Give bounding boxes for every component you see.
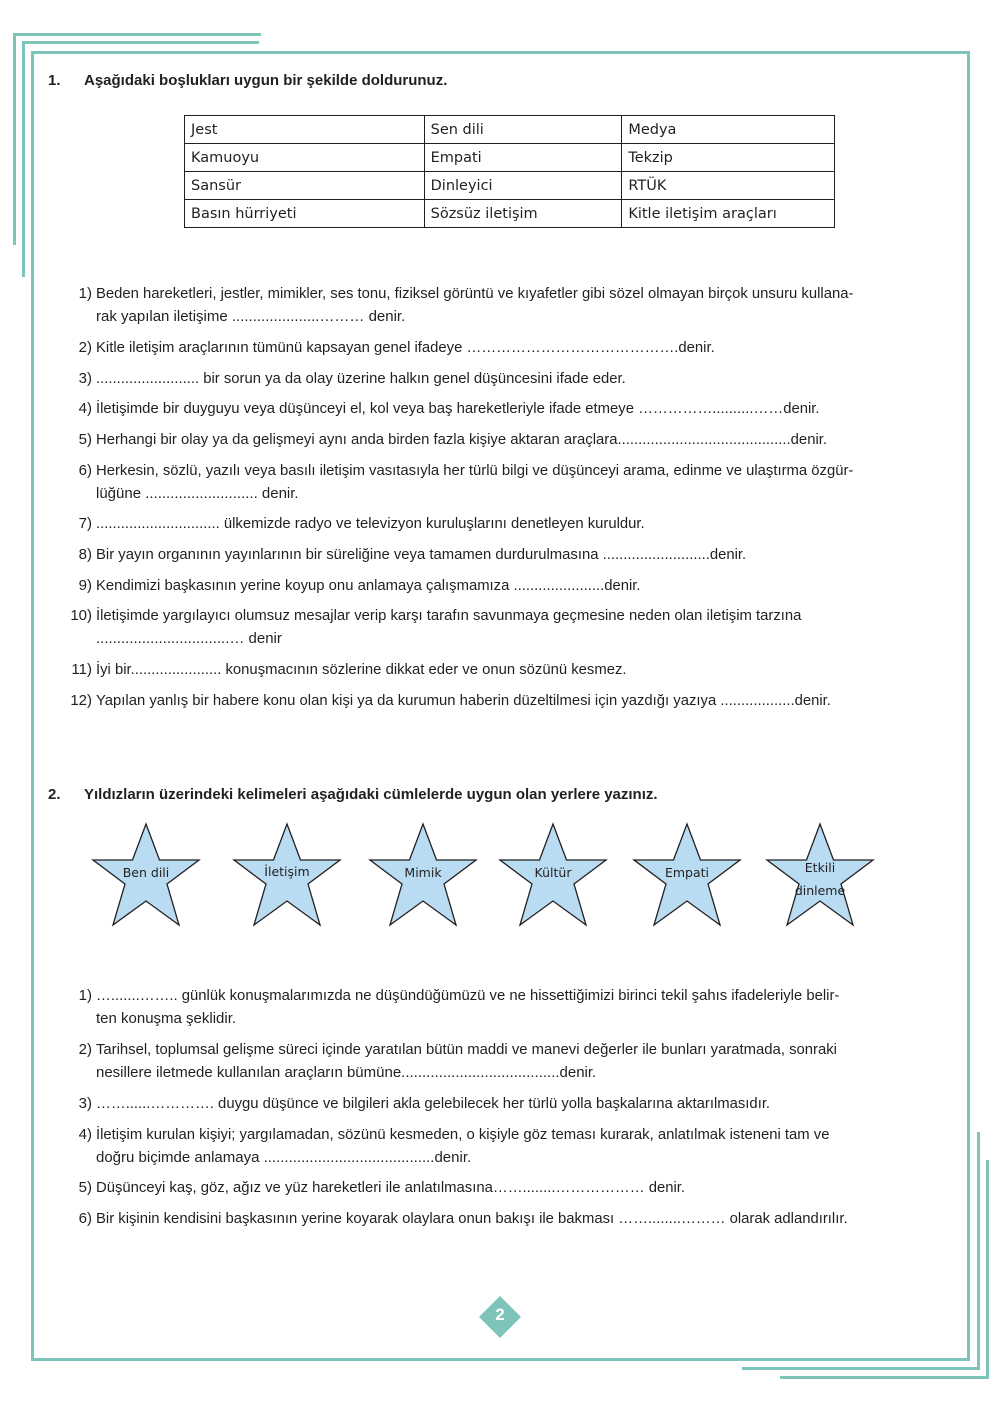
- list-item: [64, 367, 964, 390]
- list-item: [64, 1176, 964, 1199]
- item-text: Bir yayın organının yayınlarının bir süreliğine veya tamamen durdurulmasına ..........................denir.: [96, 546, 747, 563]
- item-text: ……......…………. duygu düşünce ve bilgileri akla gelebilecek her türlü yolla başkalarına aktarılmasıdır.: [96, 1095, 771, 1112]
- table-cell: Dinleyici: [424, 172, 622, 200]
- item-text: İyi bir...................... konuşmacının sözlerine dikkat eder ve onun sözünü kesmez.: [96, 661, 627, 678]
- item-text-continued: ten konuşma şeklidir.: [96, 1010, 237, 1027]
- star-label: Kültür: [534, 865, 572, 880]
- item-number: 9): [78, 577, 92, 594]
- list-item: [64, 543, 964, 566]
- question-1-number: 1.: [48, 72, 61, 89]
- item-text-continued: ................................… denir: [96, 630, 282, 647]
- table-cell: Empati: [424, 144, 622, 172]
- table-cell: Sözsüz iletişim: [424, 200, 622, 228]
- list-item: [64, 336, 964, 359]
- star-iletisim: [231, 822, 343, 928]
- item-text: İletişimde bir duyguyu veya düşünceyi el, kol veya baş hareketleriyle ifade etmeye ……………..........……denir.: [96, 400, 820, 417]
- star-icon: [764, 822, 876, 928]
- item-number: 2): [78, 339, 92, 356]
- item-number: 7): [78, 515, 92, 532]
- item-number: 12): [70, 692, 92, 709]
- list-item: [64, 1207, 964, 1230]
- table-cell: Tekzip: [622, 144, 835, 172]
- list-item: [64, 689, 964, 712]
- item-number: 4): [78, 400, 92, 417]
- table-cell: Basın hürriyeti: [185, 200, 425, 228]
- item-number: 5): [78, 431, 92, 448]
- table-cell: Sen dili: [424, 116, 622, 144]
- star-ben-dili: [90, 822, 202, 928]
- table-row: [185, 116, 835, 144]
- item-text-continued: nesillere iletmede kullanılan araçların bümüne......................................denir.: [96, 1064, 597, 1081]
- item-text: Herkesin, sözlü, yazılı veya basılı iletişim vasıtasıyla her türlü bilgi ve düşünceyi arama, edinme ve ulaştırma özgür-: [96, 462, 854, 479]
- item-text: İletişimde yargılayıcı olumsuz mesajlar verip karşı tarafın savunmaya geçmesine neden olan iletişim tarzına: [96, 607, 802, 624]
- question-1-text: Aşağıdaki boşlukları uygun bir şekilde doldurunuz.: [84, 72, 448, 89]
- list-item: [64, 397, 964, 420]
- star-mimik: [367, 822, 479, 928]
- item-text-continued: doğru biçimde anlamaya .........................................denir.: [96, 1149, 472, 1166]
- question-1-title: [48, 72, 447, 89]
- item-number: 10): [70, 607, 92, 624]
- item-text-continued: rak yapılan iletişime .....................……… denir.: [96, 308, 406, 325]
- word-bank-table: [184, 115, 835, 228]
- table-cell: Kitle iletişim araçları: [622, 200, 835, 228]
- list-item: [64, 1092, 964, 1115]
- list-item: [64, 512, 964, 535]
- table-cell: Medya: [622, 116, 835, 144]
- item-number: 1): [78, 987, 92, 1004]
- item-number: 8): [78, 546, 92, 563]
- item-number: 2): [78, 1041, 92, 1058]
- star-etkili-dinleme: [764, 822, 876, 928]
- table-row: [185, 144, 835, 172]
- question-2-title: [48, 786, 658, 803]
- page-number: 2: [495, 1305, 505, 1324]
- item-number: 6): [78, 1210, 92, 1227]
- item-number: 11): [71, 661, 92, 678]
- list-item: [64, 574, 964, 597]
- table-cell: Jest: [185, 116, 425, 144]
- item-text-continued: lüğüne ........................... denir.: [96, 485, 299, 502]
- item-text: ….......…….. günlük konuşmalarımızda ne düşündüğümüzü ve ne hissettiğimizi birinci tekil şahıs ifadeleriyle belir-: [96, 987, 840, 1004]
- item-text: Tarihsel, toplumsal gelişme süreci içinde yaratılan bütün maddi ve manevi değerler ile bunları yaratmada, sonraki: [96, 1041, 837, 1058]
- star-label: Etkili: [804, 860, 836, 875]
- table-cell: Kamuoyu: [185, 144, 425, 172]
- item-text: .............................. ülkemizde radyo ve televizyon kuruluşlarını denetleyen kuruldur.: [96, 515, 645, 532]
- star-label: Ben dili: [122, 865, 170, 880]
- star-kultur: [497, 822, 609, 928]
- item-number: 5): [78, 1179, 92, 1196]
- item-text: Beden hareketleri, jestler, mimikler, ses tonu, fiziksel görüntü ve kıyafetler gibi sözel olmayan birçok unsuru kullana-: [96, 285, 854, 302]
- item-number: 1): [78, 285, 92, 302]
- item-text: Kitle iletişim araçlarının tümünü kapsayan genel ifadeye …………………………………….denir.: [96, 339, 715, 356]
- item-text: ......................... bir sorun ya da olay üzerine halkın genel düşüncesini ifade eder.: [96, 370, 626, 387]
- list-item: [64, 658, 964, 681]
- item-number: 3): [78, 1095, 92, 1112]
- table-cell: RTÜK: [622, 172, 835, 200]
- item-text: Bir kişinin kendisini başkasının yerine koyarak olaylara onun bakışı ile bakması ……........……… olarak adlandırılır.: [96, 1210, 848, 1227]
- star-label: İletişim: [264, 864, 310, 879]
- star-empati: [631, 822, 743, 928]
- star-label: dinleme: [794, 883, 846, 898]
- star-label: Mimik: [404, 865, 442, 880]
- star-label: Empati: [664, 865, 710, 880]
- item-text: Düşünceyi kaş, göz, ağız ve yüz hareketleri ile anlatılmasına……........……………… denir.: [96, 1179, 686, 1196]
- item-text: Herhangi bir olay ya da gelişmeyi aynı anda birden fazla kişiye aktaran araçlara..........................................denir.: [96, 431, 828, 448]
- item-number: 4): [78, 1126, 92, 1143]
- table-cell: Sansür: [185, 172, 425, 200]
- table-row: [185, 172, 835, 200]
- question-2-number: 2.: [48, 786, 61, 803]
- item-text: Yapılan yanlış bir habere konu olan kişi ya da kurumun haberin düzeltilmesi için yazdığı yazıya ..................denir.: [96, 692, 831, 709]
- question-2-text: Yıldızların üzerindeki kelimeleri aşağıdaki cümlelerde uygun olan yerlere yazınız.: [84, 786, 658, 803]
- table-row: [185, 200, 835, 228]
- list-item: [64, 428, 964, 451]
- item-text: Kendimizi başkasının yerine koyup onu anlamaya çalışmamıza ......................denir.: [96, 577, 641, 594]
- item-number: 3): [78, 370, 92, 387]
- item-number: 6): [78, 462, 92, 479]
- item-text: İletişim kurulan kişiyi; yargılamadan, sözünü kesmeden, o kişiyle göz teması kurarak, anlatılmak isteneni tam ve: [96, 1126, 830, 1143]
